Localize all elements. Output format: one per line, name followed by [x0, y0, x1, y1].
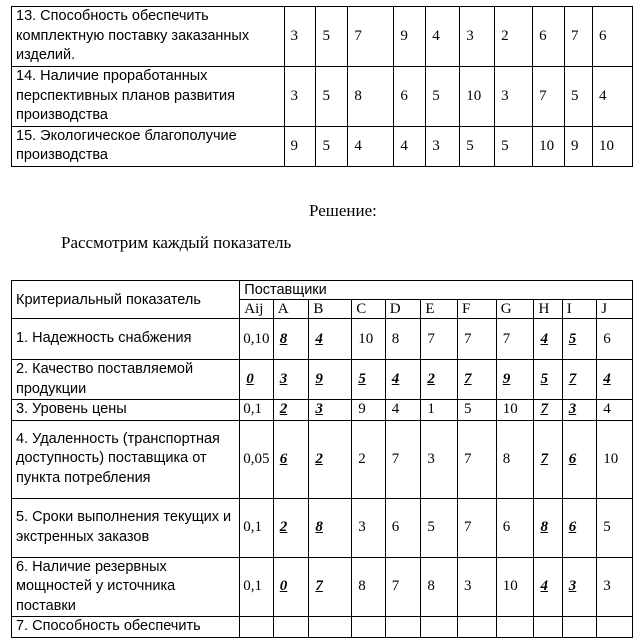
value-cell: 4	[309, 319, 352, 360]
value-cell: 10	[533, 126, 565, 166]
value-cell: 6	[592, 7, 632, 67]
row-label: 14. Наличие проработанных перспективных планов развития производства	[12, 67, 285, 127]
suppliers-header: Поставщики	[240, 281, 633, 300]
value-cell: 4	[534, 319, 562, 360]
value-cell: 4	[348, 126, 394, 166]
row-label: 6. Наличие резервных мощностей у источника поставки	[12, 557, 240, 617]
value-cell	[597, 617, 633, 638]
value-cell: 4	[597, 360, 633, 400]
table-row	[12, 420, 633, 498]
value-cell: 3	[284, 67, 316, 127]
value-cell: 5	[426, 67, 460, 127]
value-cell: 7	[385, 557, 421, 617]
value-cell: 6	[562, 420, 597, 498]
column-header: I	[562, 300, 597, 319]
value-cell: 5	[458, 400, 497, 421]
value-cell: 7	[534, 400, 562, 421]
value-cell: 7	[458, 420, 497, 498]
value-cell: 3	[597, 557, 633, 617]
column-header: H	[534, 300, 562, 319]
value-cell: 5	[565, 67, 593, 127]
value-cell: 2	[495, 7, 533, 67]
value-cell	[385, 617, 421, 638]
value-cell	[273, 617, 309, 638]
column-header: A	[273, 300, 309, 319]
column-header: F	[458, 300, 497, 319]
value-cell: 6	[496, 498, 534, 557]
value-cell: 7	[458, 498, 497, 557]
row-label: 13. Способность обеспечить комплектную поставку заказанных изделий.	[12, 7, 285, 67]
value-cell: 7	[533, 67, 565, 127]
value-cell: 5	[316, 7, 348, 67]
value-cell: 6	[385, 498, 421, 557]
row-label: 5. Сроки выполнения текущих и экстренных заказов	[12, 498, 240, 557]
row-label: 4. Удаленность (транспортная доступность) поставщика от пункта потребления	[12, 420, 240, 498]
value-cell	[458, 617, 497, 638]
value-cell: 9	[394, 7, 426, 67]
table-row	[12, 319, 633, 360]
value-cell	[562, 617, 597, 638]
value-cell: 3	[309, 400, 352, 421]
value-cell: 8	[348, 67, 394, 127]
row-label: 7. Способность обеспечить	[12, 617, 240, 638]
value-cell: 4	[385, 360, 421, 400]
value-cell: 3	[562, 400, 597, 421]
value-cell: 5	[460, 126, 495, 166]
value-cell	[352, 617, 386, 638]
value-cell: 5	[597, 498, 633, 557]
value-cell: 5	[534, 360, 562, 400]
value-cell: 7	[309, 557, 352, 617]
value-cell: 9	[352, 400, 386, 421]
value-cell: 10	[496, 400, 534, 421]
value-cell: 3	[562, 557, 597, 617]
value-cell: 7	[496, 319, 534, 360]
column-header: D	[385, 300, 421, 319]
value-cell: 8	[352, 557, 386, 617]
value-cell: 5	[316, 67, 348, 127]
value-cell: 4	[597, 400, 633, 421]
top-table	[11, 6, 633, 167]
table-row	[12, 400, 633, 421]
value-cell: 1	[421, 400, 458, 421]
column-header: G	[496, 300, 534, 319]
column-header: C	[352, 300, 386, 319]
aij-cell: 0,1	[240, 400, 274, 421]
value-cell: 8	[385, 319, 421, 360]
value-cell: 10	[597, 420, 633, 498]
value-cell: 5	[352, 360, 386, 400]
value-cell: 3	[460, 7, 495, 67]
row-label: 15. Экологическое благополучие производства	[12, 126, 285, 166]
value-cell: 5	[421, 498, 458, 557]
solution-heading: Решение:	[309, 201, 377, 220]
value-cell: 8	[421, 557, 458, 617]
table-row	[12, 67, 633, 127]
table-row	[12, 557, 633, 617]
value-cell: 7	[565, 7, 593, 67]
value-cell: 9	[496, 360, 534, 400]
value-cell: 10	[460, 67, 495, 127]
aij-cell: 0,1	[240, 498, 274, 557]
value-cell: 7	[348, 7, 394, 67]
value-cell: 3	[352, 498, 386, 557]
value-cell: 4	[426, 7, 460, 67]
value-cell: 0	[273, 557, 309, 617]
value-cell: 8	[496, 420, 534, 498]
value-cell	[421, 617, 458, 638]
value-cell: 3	[284, 7, 316, 67]
value-cell: 2	[421, 360, 458, 400]
row-label: 1. Надежность снабжения	[12, 319, 240, 360]
value-cell: 7	[458, 319, 497, 360]
value-cell: 9	[565, 126, 593, 166]
value-cell: 2	[273, 498, 309, 557]
value-cell: 4	[592, 67, 632, 127]
value-cell: 6	[597, 319, 633, 360]
value-cell: 8	[309, 498, 352, 557]
value-cell: 7	[562, 360, 597, 400]
value-cell: 5	[562, 319, 597, 360]
value-cell	[534, 617, 562, 638]
value-cell: 10	[592, 126, 632, 166]
aij-cell	[240, 617, 274, 638]
value-cell: 2	[309, 420, 352, 498]
value-cell: 8	[273, 319, 309, 360]
column-header: B	[309, 300, 352, 319]
value-cell: 7	[458, 360, 497, 400]
value-cell: 6	[394, 67, 426, 127]
value-cell: 8	[534, 498, 562, 557]
value-cell: 9	[309, 360, 352, 400]
value-cell: 2	[352, 420, 386, 498]
value-cell: 4	[385, 400, 421, 421]
value-cell: 4	[394, 126, 426, 166]
intro-text: Рассмотрим каждый показатель	[61, 233, 292, 252]
value-cell: 3	[421, 420, 458, 498]
table-row	[12, 7, 633, 67]
row-label: 3. Уровень цены	[12, 400, 240, 421]
value-cell: 3	[426, 126, 460, 166]
value-cell: 3	[458, 557, 497, 617]
table-row	[12, 126, 633, 166]
column-header: Aij	[240, 300, 274, 319]
aij-cell: 0,10	[240, 319, 274, 360]
value-cell: 6	[562, 498, 597, 557]
criterion-header: Критериальный показатель	[12, 281, 240, 319]
value-cell: 2	[273, 400, 309, 421]
value-cell: 5	[316, 126, 348, 166]
row-label: 2. Качество поставляемой продукции	[12, 360, 240, 400]
value-cell: 4	[534, 557, 562, 617]
value-cell	[309, 617, 352, 638]
column-header: E	[421, 300, 458, 319]
value-cell: 6	[273, 420, 309, 498]
criteria-table	[11, 280, 633, 638]
value-cell	[496, 617, 534, 638]
value-cell: 10	[496, 557, 534, 617]
table-row	[12, 360, 633, 400]
value-cell: 7	[534, 420, 562, 498]
value-cell: 5	[495, 126, 533, 166]
aij-cell: 0	[240, 360, 274, 400]
aij-cell: 0,1	[240, 557, 274, 617]
value-cell: 6	[533, 7, 565, 67]
value-cell: 7	[421, 319, 458, 360]
value-cell: 9	[284, 126, 316, 166]
value-cell: 10	[352, 319, 386, 360]
column-header: J	[597, 300, 633, 319]
value-cell: 3	[495, 67, 533, 127]
aij-cell: 0,05	[240, 420, 274, 498]
value-cell: 3	[273, 360, 309, 400]
table-row	[12, 617, 633, 638]
table-row	[12, 498, 633, 557]
value-cell: 7	[385, 420, 421, 498]
